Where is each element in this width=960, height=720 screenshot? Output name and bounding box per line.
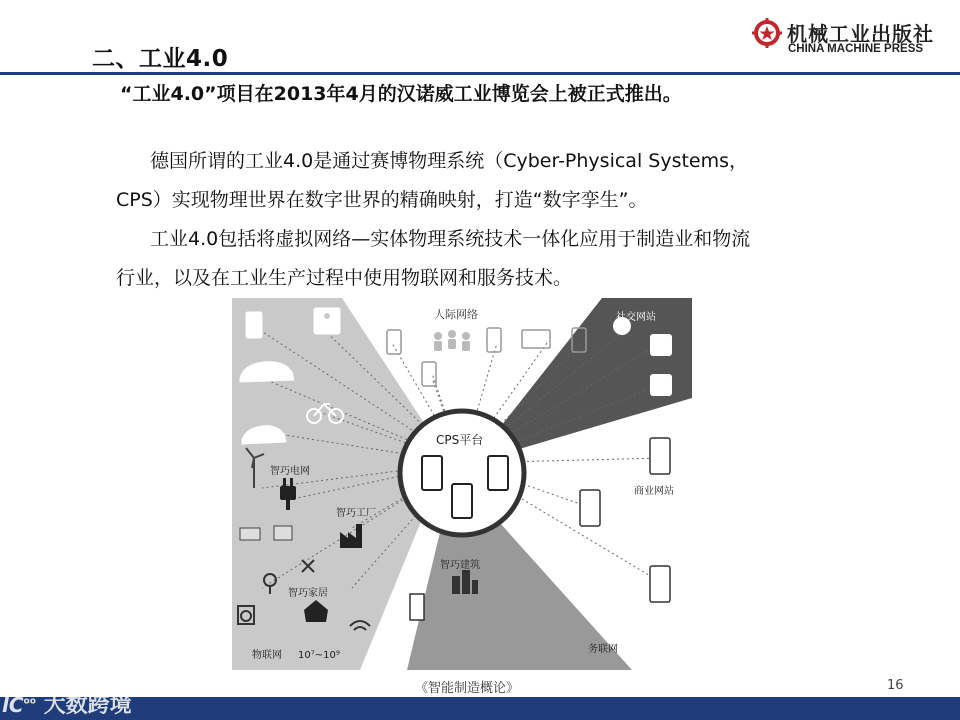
person-group-icon [434,330,470,351]
social-sites-label: 社交网站 [616,312,656,323]
paragraph-line: 行业，以及在工业生产过程中使用物联网和服务技术。 [116,267,573,289]
laptop-icon [522,330,550,348]
watermark-logo: lC [2,693,24,717]
lead-sentence: “工业4.0”项目在2013年4月的汉诺威工业博览会上被正式推出。 [120,83,682,105]
medical-kit-icon [314,308,340,334]
paragraph-line: 德国所谓的工业4.0是通过赛博物理系统（Cyber-Physical Systems， [150,150,749,172]
page-number: 16 [887,678,904,693]
publisher-logo-icon [752,18,782,48]
watermark-text: 大数跨境 [43,693,132,718]
google-plus-icon [650,374,672,396]
cps-platform-label: CPS平台 [436,433,484,447]
server-icon [650,438,670,474]
paragraph-industry40 [116,220,916,298]
paragraph-line: 工业4.0包括将虚拟网络—实体物理系统技术一体化应用于制造业和物流 [150,228,751,250]
smart-home-label: 智巧家居 [288,588,328,599]
iot-label: 物联网 [252,650,282,661]
server-icon [650,566,670,602]
door-icon [410,594,424,620]
watermark [2,688,132,719]
publisher-name-cn: 机械工业出版社 [787,22,934,46]
phone-icon [246,312,262,338]
header-divider [0,72,960,75]
server-icon [422,456,442,490]
publisher-brand [752,12,952,60]
phone-icon [487,328,501,352]
book-title: 《智能制造概论》 [415,681,520,696]
slide-title: 二、工业4.0 [92,46,229,72]
server-icon [452,484,472,518]
smart-building-label: 智巧建筑 [440,560,480,571]
phone-icon [387,330,401,354]
watermark-logo-sup: oo [23,696,36,707]
paragraph-cps [116,142,916,220]
server-icon [488,456,508,490]
publisher-name-en: CHINA MACHINE PRESS [788,43,924,55]
footer-bar [0,697,960,720]
paragraph-line: CPS）实现物理世界在数字世界的精确映射，打造“数字孪生”。 [116,189,648,211]
smart-grid-label: 智巧电网 [270,466,310,477]
cps-platform-diagram [232,298,692,670]
services-net-label: 务联网 [588,644,618,655]
people-network-label: 人际网络 [434,308,478,321]
iot-scale-label: 10⁷~10⁹ [298,650,340,661]
facebook-icon [650,334,672,356]
business-sites-label: 商业网站 [634,486,674,497]
smart-factory-label: 智巧工厂 [336,508,376,519]
server-icon [580,490,600,526]
